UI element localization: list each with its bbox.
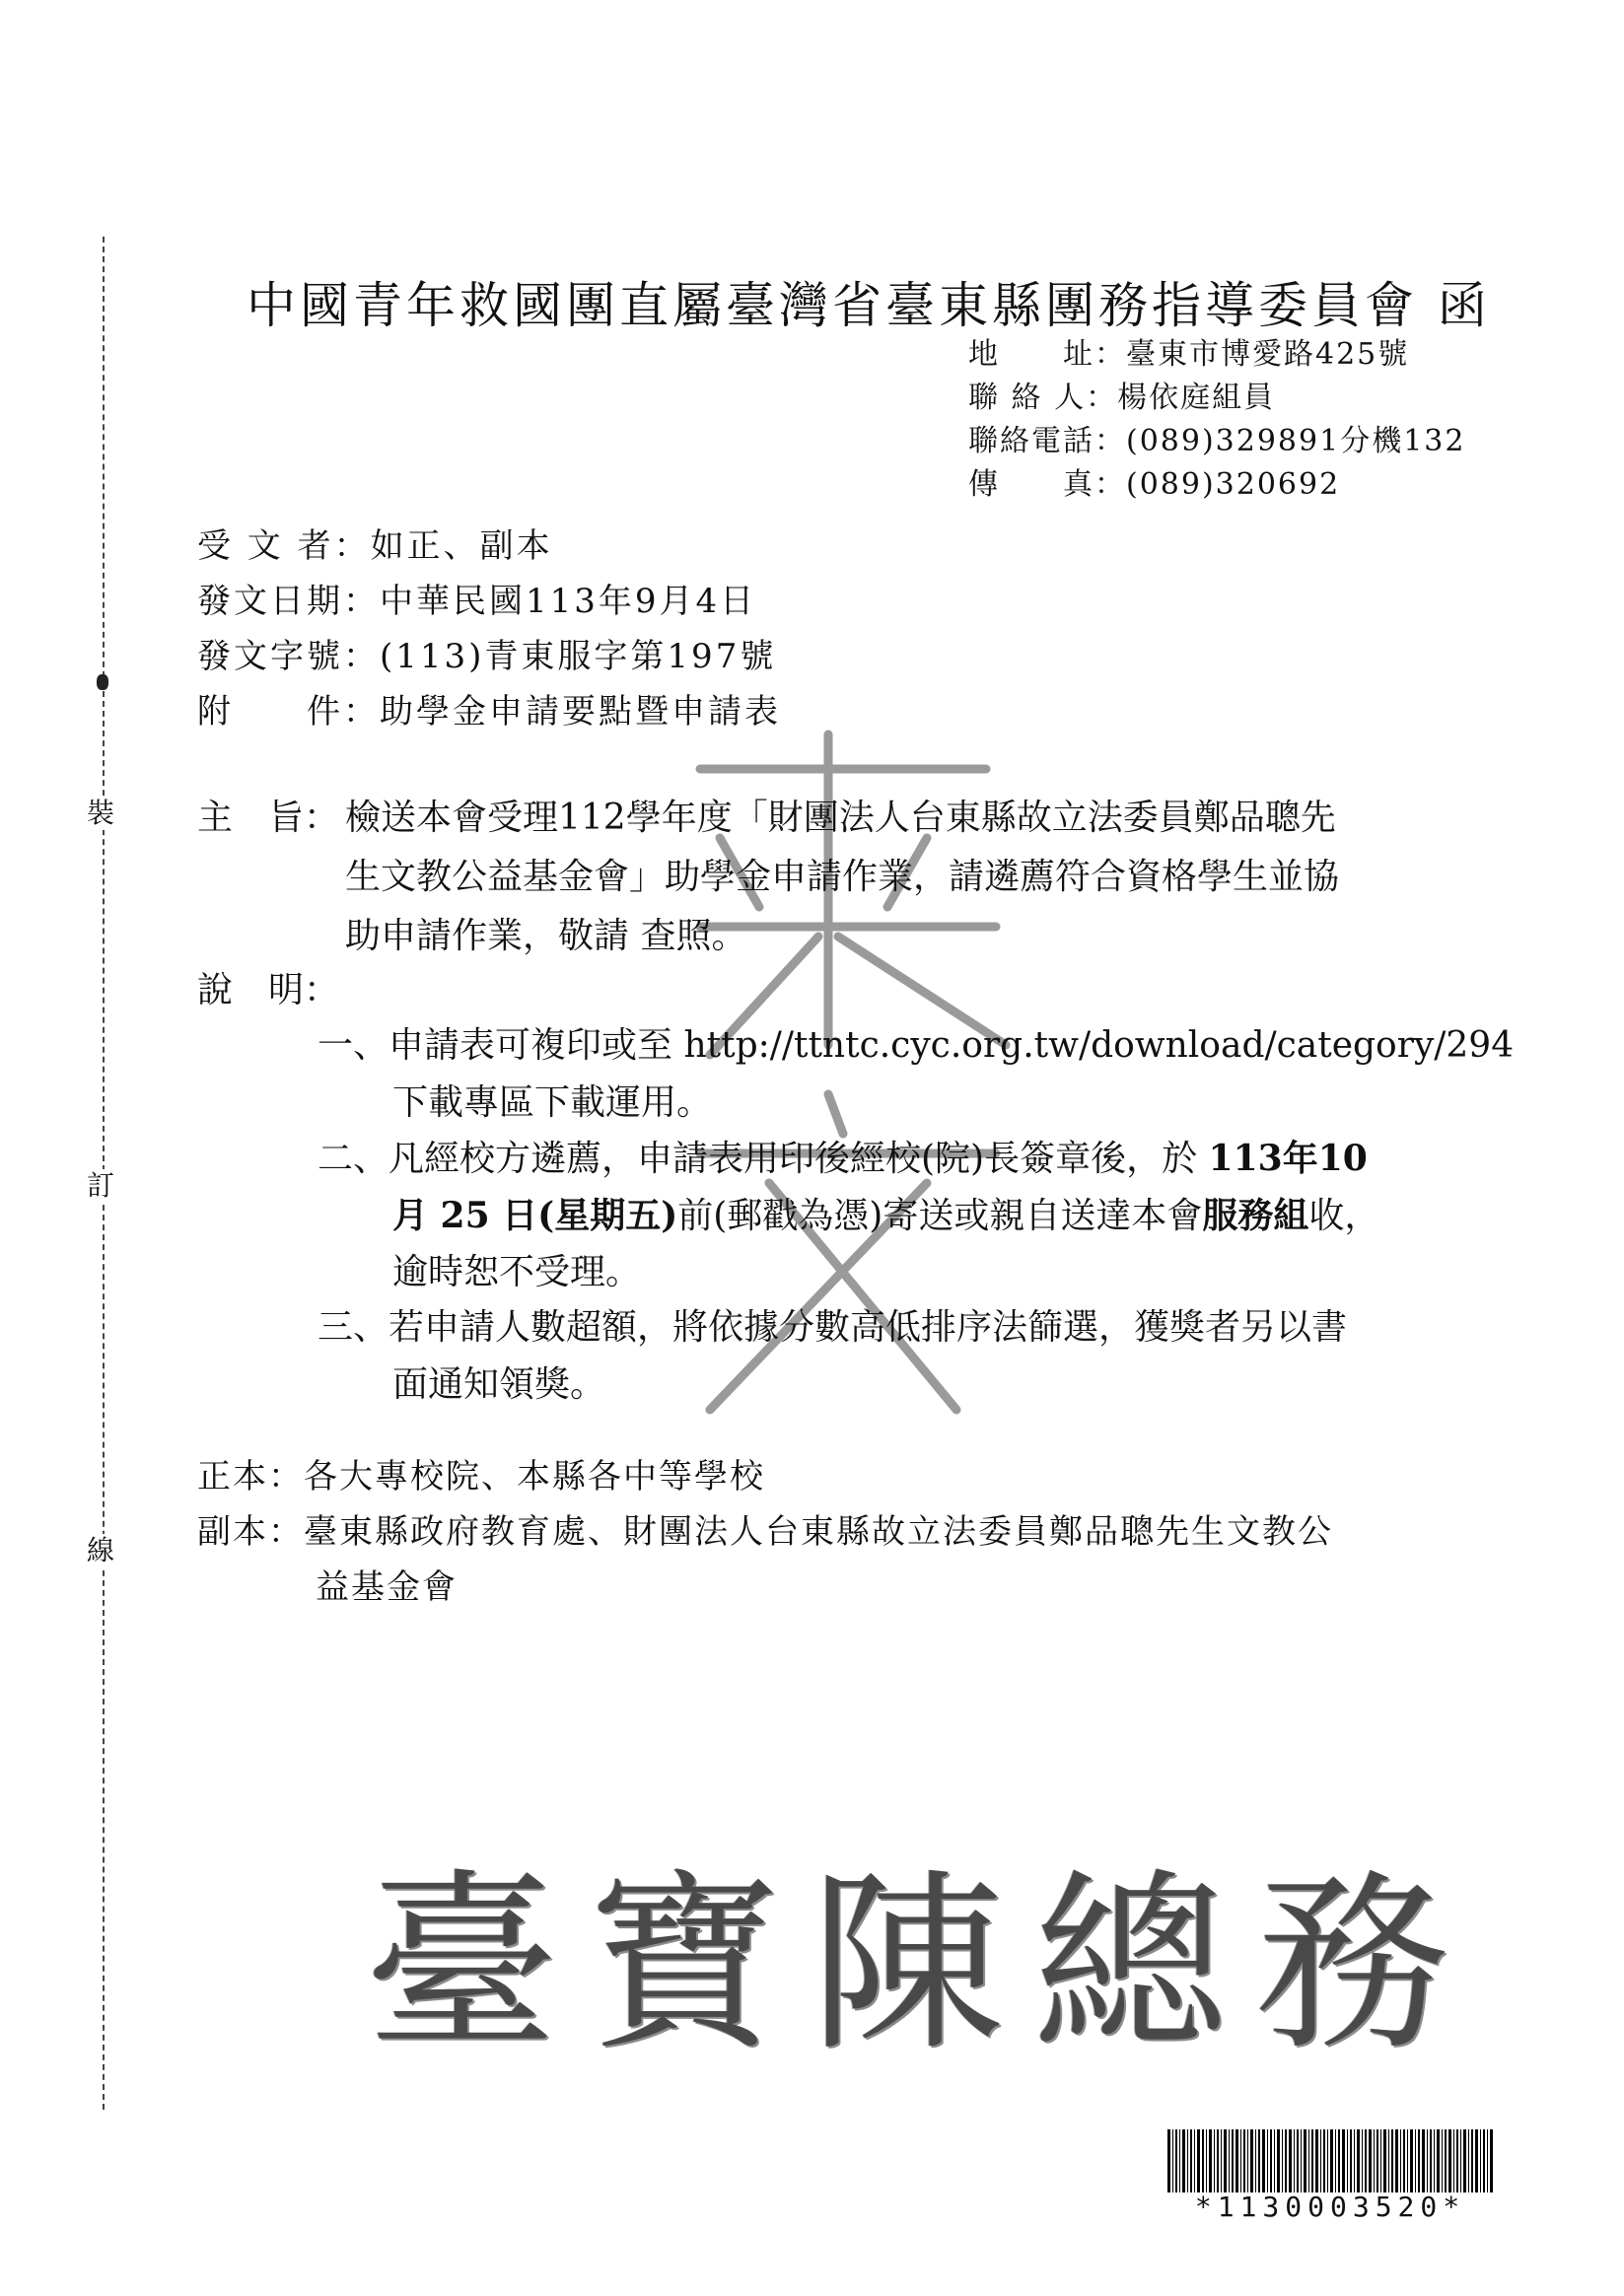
binding-char-xian: 線 <box>87 1534 115 1566</box>
contact-address: 地 址：臺東市博愛路425號 <box>968 337 1410 372</box>
explain-item-2-receive: 收， <box>1308 1196 1380 1236</box>
date-row: 發文日期：中華民國113年9月4日 <box>197 582 757 621</box>
attachment-row: 附 件：助學金申請要點暨申請表 <box>197 692 781 731</box>
subject-label: 主 旨： <box>197 798 340 838</box>
copy-recipients-line-2: 益基金會 <box>316 1567 458 1607</box>
barcode <box>1167 2129 1493 2192</box>
contact-person: 聯 絡 人：楊依庭組員 <box>968 381 1276 415</box>
copy-recipients-line-1: 副本：臺東縣政府教育處、財團法人台東縣故立法委員鄭品聰先生文教公 <box>197 1512 1333 1552</box>
explain-item-2-deadline-part2: 月 25 日(星期五) <box>392 1195 678 1236</box>
binding-char-ding: 訂 <box>87 1169 115 1202</box>
explain-item-2-line-1 <box>318 1130 1368 1188</box>
explain-item-3-line-2: 面通知領獎。 <box>392 1364 606 1405</box>
explain-item-2-line-1-text: 二、凡經校方遴薦，申請表用印後經校(院)長簽章後，於 <box>318 1139 1209 1179</box>
explain-item-3-line-1: 三、若申請人數超額，將依據分數高低排序法篩選，獲獎者另以書 <box>318 1307 1348 1348</box>
barcode-number: *1130003520* <box>1194 2191 1466 2223</box>
explain-label: 說 明： <box>197 970 340 1010</box>
recipient-row: 受 文 者：如正、副本 <box>197 526 553 566</box>
binding-hole-mark <box>97 674 108 690</box>
document-title: 中國青年救國團直屬臺灣省臺東縣團務指導委員會 函 <box>247 277 1491 334</box>
original-recipients: 正本：各大專校院、本縣各中等學校 <box>197 1457 765 1496</box>
contact-phone: 聯絡電話：(089)329891分機132 <box>968 424 1466 458</box>
explain-item-2-send-text: 前(郵戳為憑)寄送或親自送達本會 <box>677 1196 1203 1236</box>
explain-item-1-line-1: 一、申請表可複印或至 http://ttntc.cyc.org.tw/download/category/294 <box>318 1025 1515 1066</box>
explain-item-2-deadline-part1: 113年10 <box>1208 1138 1368 1179</box>
explain-item-2-service-group: 服務組 <box>1202 1195 1309 1236</box>
explain-item-2-line-3: 逾時恕不受理。 <box>392 1252 642 1292</box>
subject-line-1: 檢送本會受理112學年度「財團法人台東縣故立法委員鄭品聰先 <box>345 798 1336 838</box>
binding-char-zhuang: 裝 <box>87 797 115 829</box>
subject-line-3: 助申請作業，敬請 查照。 <box>345 916 747 956</box>
number-row: 發文字號：(113)青東服字第197號 <box>197 637 777 676</box>
contact-fax: 傳 真：(089)320692 <box>968 467 1341 502</box>
official-seal-signature: 臺寶陳總務 <box>365 1852 1480 2077</box>
subject-line-2: 生文教公益基金會」助學金申請作業，請遴薦符合資格學生並協 <box>345 857 1340 897</box>
explain-item-1-line-2: 下載專區下載運用。 <box>392 1082 713 1123</box>
explain-item-2-line-2 <box>392 1187 1379 1245</box>
